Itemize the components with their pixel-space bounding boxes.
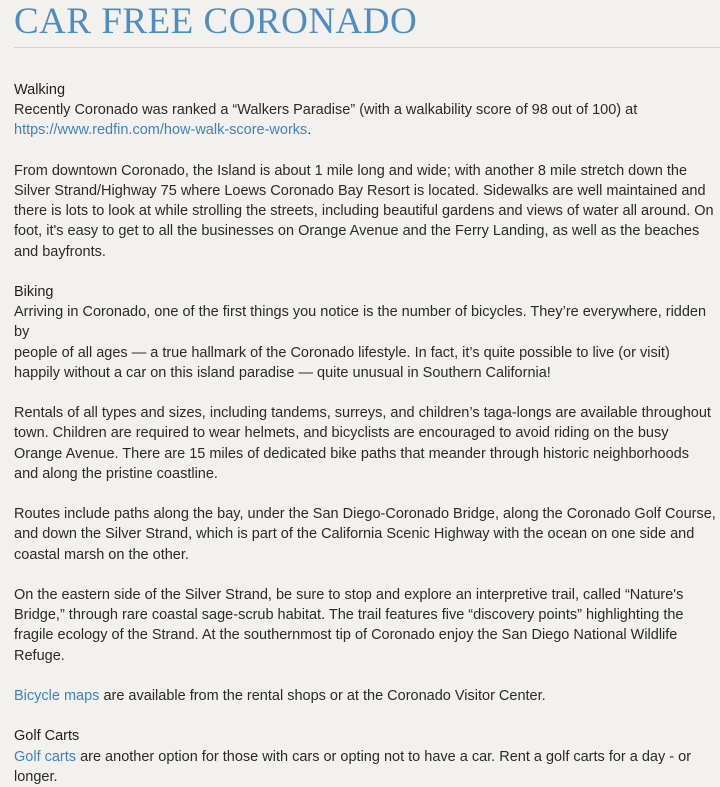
biking-paragraph-2: Rentals of all types and sizes, including tandems, surreys, and children’s taga-longs are available throughout town. Children are required to wear helmets, and bicyclists are encouraged to avoid riding on the busy Orange Avenue. There are 15 miles of dedicated bike paths that meander through historic neighborhoods and along the pristine coastline. [14,405,711,482]
bicycle-maps-paragraph [14,686,716,706]
bicycle-maps-link[interactable]: Bicycle maps [14,688,100,704]
biking-paragraph-4: On the eastern side of the Silver Strand, be sure to stop and explore an interpretive trail, called “Nature's Bridge,” through rare coastal sage-scrub habitat. The trail features five “discovery points” highlighting the fragile ecology of the Strand. At the southernmost tip of Coronado enjoy the San Diego National Wildlife Refuge. [14,587,684,664]
biking-paragraph-3: Routes include paths along the bay, under the San Diego-Coronado Bridge, along the Coronado Golf Course, and down the Silver Strand, which is part of the California Scenic Highway with the ocean on one side and coastal marsh on the other. [14,506,716,563]
title-divider [14,47,720,48]
biking-p1-line1: Arriving in Coronado, one of the first things you notice is the number of bicycles. They’re everywhere, ridden by [14,304,707,341]
biking-section [14,282,716,383]
biking-heading: Biking [14,284,54,300]
walking-section [14,80,716,141]
walking-heading: Walking [14,82,66,98]
page-title: CAR FREE CORONADO [14,1,418,42]
bicycle-maps-text: are available from the rental shops or at the Coronado Visitor Center. [99,688,546,704]
walking-paragraph-2: From downtown Coronado, the Island is about 1 mile long and wide; with another 8 mile stretch down the Silver Strand/Highway 75 where Loews Coronado Bay Resort is located. Sidewalks are well maintained and there is lots to look at while strolling the streets, including beautiful gardens and views of water all around. On foot, it's easy to get to all the businesses on Orange Avenue and the Ferry Landing, as well as the beaches and bayfronts. [14,162,714,260]
walking-p1-end: . [307,122,312,139]
walking-p1-text: Recently Coronado was ranked a “Walkers Paradise” (with a walkability score of 98 out of 100) at [14,102,638,119]
golf-carts-text: are another option for those with cars or opting not to have a car. Rent a golf carts for a day - or longer. [14,748,692,785]
golf-section [14,726,716,787]
biking-p1-line3: happily without a car on this island paradise — quite unusual in Southern California! [14,364,551,381]
biking-p1-line2: people of all ages — a true hallmark of the Coronado lifestyle. In fact, it’s quite possible to live (or visit) [14,344,670,361]
golf-heading: Golf Carts [14,728,80,745]
golf-carts-link[interactable]: Golf carts [14,748,77,765]
article-body [14,80,716,787]
walkscore-link[interactable]: https://www.redfin.com/how-walk-score-works [14,122,308,139]
